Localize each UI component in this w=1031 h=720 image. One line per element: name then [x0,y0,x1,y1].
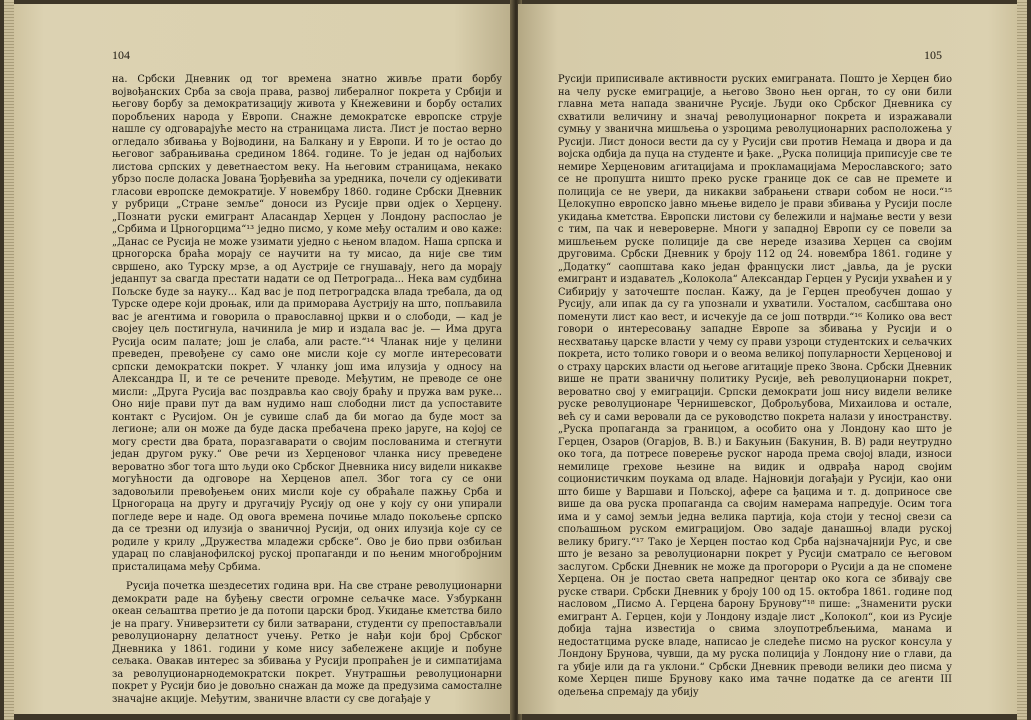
page-number-left: 104 [112,48,130,62]
left-page-body [112,74,502,706]
page-number-right: 105 [924,48,942,62]
paragraph: на. Србски Дневник од тог времена знатно живље прати борбу војвођанских Срба за своја права, развој либералног покрета у Србији и његову борбу за демократизацију живота у Кнежевини и борбу осталих поробљених народа у Европи. Снажне демократске европске струје нашле су одговарајуће место на страницама листа. Лист је постао верно огледало збивања у Војводини, на Балкану и у Европи. И то је остао до његовог забрањивања средином 1864. године. То је један од најбољих листова српских у деветнаестом веку. На његовим страницама, некако убрзо после доласка Јована Ђорђевића за уредника, почели су одјекивати гласови европске демократије. У новембру 1860. године Србски Дневник у рубрици „Стране земље“ доноси из Русије први одјек о Херцену. „Познати руски емигрант Аласандар Херцен у Лондону распослао је „Србима и Црногорцима“¹³ једно писмо, у коме међу осталим и ово каже: „Данас се Русија не може узимати уједно с њеном владом. Наша српска и црногорска браћа морају се научити на ту мисао, да није све тим свршено, ако Турску мрзе, а од Аустрије се гнушавају, него да морају једанпут за свагда престати надати се од Петрограда... Нека вам судбина Пољске буде за науку... Кад вас је под петроградска влада требала, да од Турске одере који дроњак, или да приморава Аустрију на што, попљавила вас је агентима и говорила о православној цркви и о слободи, — кад је својеу цељ постигнула, начинила је мир и издала вас је. — Има друга Русија осим палате; још је слаба, али расте.“¹⁴ Чланак није у целини преведен, превођене су само оне мисли које су могле интересовати српски демократски покрет. У чланку још има илузија у односу на Александра II, и те се речените преводе. Међутим, не преводе се оне мисли: „Друга Русија вас поздравља као своју браћу и пружа вам руке... Оно није прави пут да вам нудимо наш слободни лист да успоставите контакт с Русијом. Он је сувише слаб да би могао да буде мост за легионе; али он може да буде даска пребачена преко јаруге, на којој се могу срести два брата, поразгаварати о својим послованима и стегнути један другом руку.“ Ове речи из Херценовог чланка нису преведене вероватно због тога што људи око Србског Дневника нису видели никакве могућности да одговоре на Херценов апел. Због тога су се они задовољили превођењем оних мисли које су обраћале пажњу Срба и Црногораца на другу и другачију Русију од оне у коју су они упирали погледе вере и наде. Од овога времена почиње младо покољење српско да се трезни од илузија о званичној Русији, од оних илузија које су се родиле у крилу „Дружества младежи србске“. Ово је био први озбиљан ударац по славјанофилској руској пропаганди и по њеним многобројним присталицама међу Србима. [112,74,502,573]
right-page [518,4,1018,714]
paragraph: Русији приписивале активности руских емиграната. Пошто је Херцен био на челу руске емиграције, а његово Звоно њен орган, то су они били главна мета напада званичне Русије. Људи око Србског Дневника су схватили величину и значај револуционарног покрета и изражавали сумњу у званична мишљења о узроцима револуционарних расположења у Русији. Лист доноси вести да су у Русији сви против Немаца и двора и да војска одбија да пуца на студенте и ђаке. „Руска полиција приписује све те немире Херценовим агитацијама и прокламацијама Мерославского; зато се не пропушта ништо преко руске границе док се сав не премете и полиција се не увери, да никакви забрањени ствари собом не носи.“¹⁵ Целокупно европско јавно мњење видело је прави збивања у Русији после укидања кметства. Европски листови су бележили и најмање вести у вези с тим, па чак и невероверне. Многи у западној Европи су се повели за мишљењем руске полиције да све нереде изазива Херцен са својим друговима. Србски Дневник у броју 112 од 24. новембра 1861. године у „Додатку“ саопштава како један француски лист „јавља, да је руски емигрант и издаватељ „Колокола“ Александар Герцен у Русији ухваћен и у Сибирију у заточеште послан. Кажу, да је Герцен преобучен дошао у Русију, али ипак да су га упознали и ухватили. Уосталом, сасбштава оно поменути лист као вест, и исчекује да се још потврди.“¹⁶ Колико ова вест говори о интересовању западне Европе за збивања у Русији и о несхватању царске власти у чему су прави узроци студентских и сељачких покрета, исто толико говори и о веома великој популарности Херценовој и о страху царских власти од његове агитације преко Звона. Србски Дневник више не прати званичну политику Русије, већ револуционарни покрет, вероватно свој у емиграцији. Српски демократи још нису видели велике руске револуционаре Чернишевског, Доброљубова, Михаилова и остале, већ су и сами веровали да се руководство покрета налази у иностранству. „Руска пропаганда за границом, а особито она у Лондону као што је Герцен, Озаров (Огарјов, В. В.) и Бакуњин (Бакунин, В. В) ради неутрудно око тога, да потресе поверење руског народа према својој влади, износи немилице грехове њезине на видик и одврађа народ својим соционистичким поукама од владе. Најновији догађаји у Русији, као они што бише у Варшави и Пољској, афере са ђацима и т. д. доприносе све више да ова руска пропаганда са својим намерама напредује. Осим тога има и у самој земљи једна велика партија, која стоји у тесној свези са спољашњом руском емиграцијом. Ово задаје данашњој влади руској велику бригу.“¹⁷ Тако је Херцен постао код Срба најзначајнији Рус, и све што је везано за револуционарни покрет у Русији сматрало се његовом заслугом. Србски Дневник не може да прогорори о Русији а да не спомене Херцена. Он је постао света напредног центар око кога се збивају све руске ствари. Србски Дневник у броју 100 од 15. октобра 1861. године под насловом „Писмо А. Герцена барону Бруновy“¹⁸ пише: „Знаменити руски емигрант А. Герцен, који у Лондону издаје лист „Колокол“, кои из Русије добија тајна известија о свима злоупотребљењима, манама и недостатцима руске владе, написао је следеће писмо на руског консула у Лондону Брунова, чувши, да му руска полиција у Лондону ние о глави, да га убије или да га уклони.“ Србски Дневник преводи велики део писма у коме Херцен пише Брунову како има тачне податке да се агенти III одељења спремају да убију [558,74,952,698]
right-page-body [558,74,952,699]
paragraph: Русија почетка шездесетих година ври. На све стране револуционарни демократи раде на буђењу свести огромне сељачке масе. Узбурканн океан сељаштва претио је да потопи царски брод. Укидање кметства било је на прагу. Универзитети су били затварани, студенти су препостављали револуционарну делатност учењу. Ретко је нађи који број Србског Дневника у 1861. години у коме нису забележене акције и побуне сељака. Овакав интерес за збивања у Русији пропраћен је и симпатијама за револуционарнодемократски покрет. Унутрашњи револуционарни покрет у Русији био је довољно снажан да може да предузима самосталне значајне акције. Међутим, званичне власти су све догађаје у [112,581,502,705]
page-edge-right [1017,0,1027,720]
page-edge-left [4,0,14,720]
left-page [14,4,514,714]
